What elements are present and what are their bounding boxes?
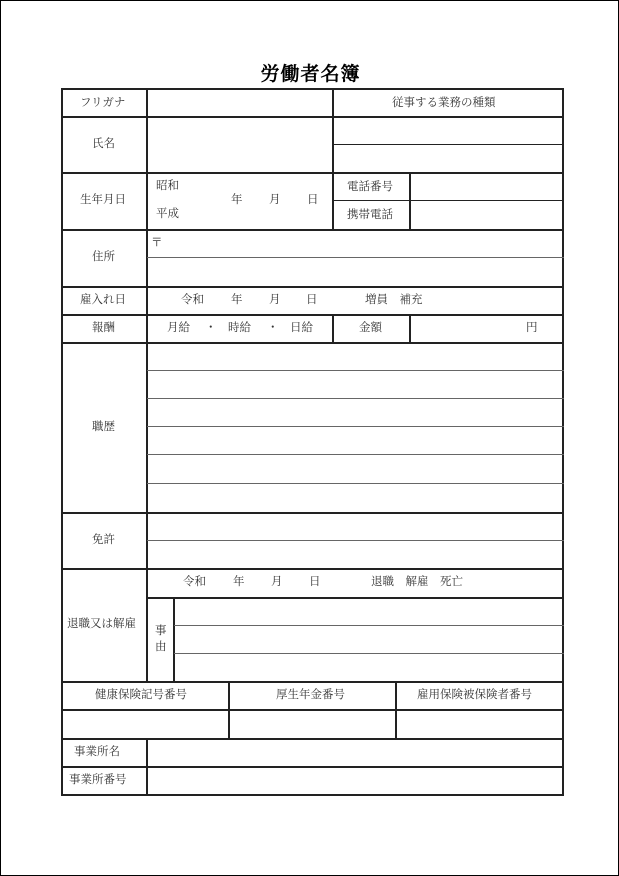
amount-label: 金額 [359, 320, 382, 334]
pension-input[interactable] [230, 711, 394, 737]
employment-insurance-input[interactable] [397, 711, 563, 737]
retire-year-unit: 年 [233, 574, 245, 588]
hire-label: 雇入れ日 [80, 292, 126, 306]
mobile-input[interactable] [411, 201, 563, 228]
hire-type-options: 増員 補充 [365, 292, 423, 306]
birth-month-unit: 月 [269, 192, 281, 206]
office-name-input[interactable] [148, 740, 563, 765]
retire-label: 退職又は解雇 [67, 616, 136, 630]
retire-day-unit: 日 [309, 574, 321, 588]
license-input[interactable] [148, 514, 563, 567]
reason-label-1: 事 [155, 623, 167, 637]
health-insurance-header: 健康保険記号番号 [95, 687, 187, 701]
pay-hourly: 時給 [228, 320, 251, 334]
reason-input[interactable] [175, 599, 563, 681]
name-input[interactable] [148, 118, 331, 171]
address-label: 住所 [92, 249, 115, 263]
pay-monthly: 月給 [167, 320, 190, 334]
birth-day-unit: 日 [307, 192, 319, 206]
employment-insurance-header: 雇用保険被保険者番号 [417, 687, 532, 701]
duties-header: 従事する業務の種類 [392, 95, 496, 109]
career-label: 職歴 [92, 419, 115, 433]
mobile-label: 携帯電話 [347, 207, 393, 221]
hire-era: 令和 [181, 292, 204, 306]
career-input[interactable] [148, 344, 563, 511]
birth-year-unit: 年 [231, 192, 243, 206]
health-insurance-input[interactable] [63, 711, 227, 737]
furigana-label: フリガナ [80, 95, 126, 109]
hire-month-unit: 月 [269, 292, 281, 306]
pay-separator-2: ・ [267, 320, 279, 334]
retire-type-options: 退職 解雇 死亡 [371, 574, 463, 588]
name-label: 氏名 [92, 136, 115, 150]
duties-input-1[interactable] [334, 118, 563, 143]
hire-year-unit: 年 [231, 292, 243, 306]
hire-day-unit: 日 [306, 292, 318, 306]
pay-label: 報酬 [92, 320, 115, 334]
license-label: 免許 [92, 532, 115, 546]
pension-header: 厚生年金番号 [276, 687, 345, 701]
office-name-label: 事業所名 [74, 744, 120, 758]
birth-label: 生年月日 [80, 192, 126, 206]
pay-daily: 日給 [290, 320, 313, 334]
furigana-input[interactable] [148, 90, 331, 115]
page-title: 労働者名簿 [260, 63, 361, 85]
office-number-label: 事業所番号 [69, 772, 127, 786]
duties-input-2[interactable] [334, 145, 563, 171]
pay-separator-1: ・ [205, 320, 217, 334]
postal-mark: 〒 [151, 235, 163, 249]
phone-input[interactable] [411, 174, 563, 199]
reason-label-2: 由 [155, 639, 167, 653]
birth-era-showa: 昭和 [156, 178, 179, 192]
birth-era-heisei: 平成 [156, 206, 179, 220]
yen-unit: 円 [526, 320, 538, 334]
address-input-2[interactable] [148, 258, 563, 285]
office-number-input[interactable] [148, 768, 563, 794]
retire-era: 令和 [183, 574, 206, 588]
retire-month-unit: 月 [271, 574, 283, 588]
phone-label: 電話番号 [347, 179, 393, 193]
address-input-1[interactable] [148, 231, 563, 256]
amount-input[interactable] [411, 316, 521, 341]
